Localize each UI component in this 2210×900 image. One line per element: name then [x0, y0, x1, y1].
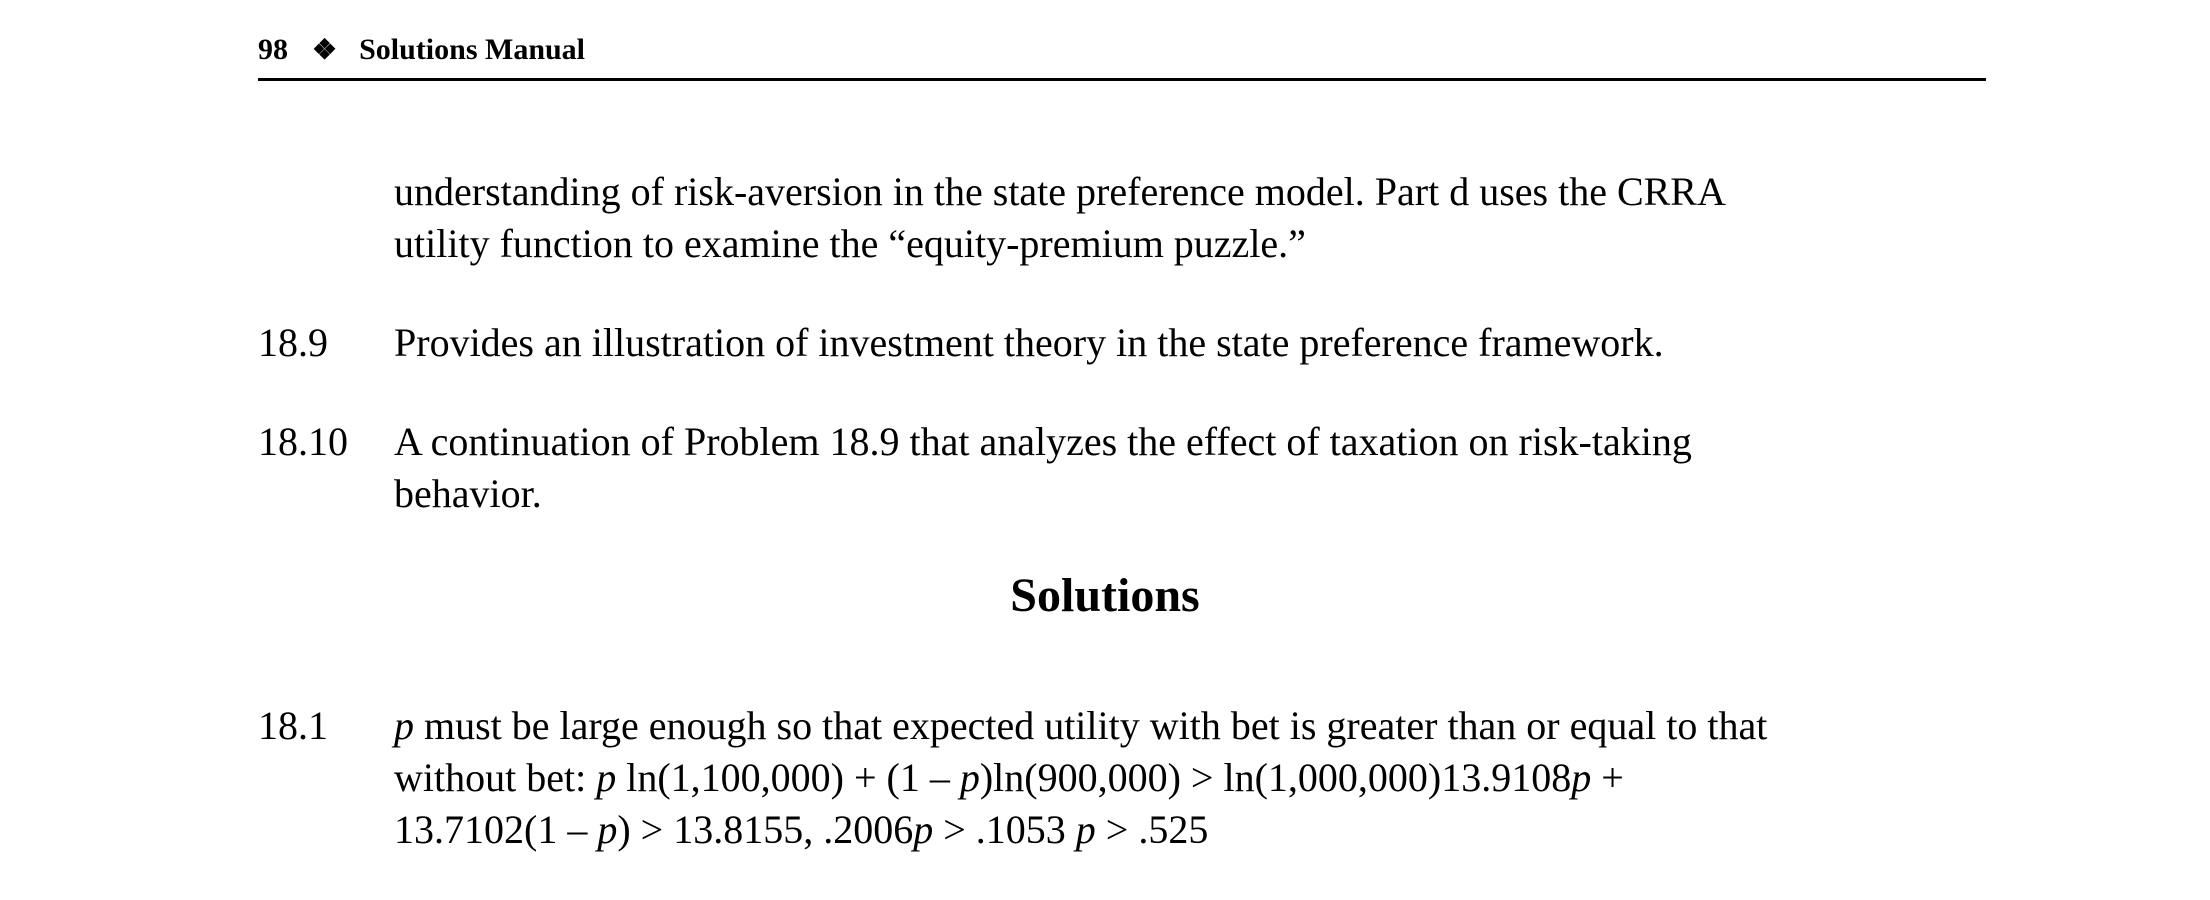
- text-fragment: )ln(900,000) > ln(1,000,000)13.9108: [979, 755, 1572, 800]
- page-number: 98: [258, 33, 288, 66]
- variable-p: p: [597, 807, 618, 852]
- text-line: behavior.: [394, 471, 542, 516]
- running-header: [258, 28, 1986, 81]
- problem-number: 18.10: [258, 419, 348, 464]
- solution-number: 18.1: [258, 703, 328, 748]
- variable-p: p: [394, 703, 414, 748]
- variable-p: p: [1075, 807, 1096, 852]
- text-fragment: ) > 13.8155, .2006: [617, 807, 914, 852]
- text-fragment: must be large enough so that expected utility with bet is greater than or equal to that: [414, 703, 1768, 748]
- diamond-ornament-icon: ❖: [312, 35, 338, 66]
- text-fragment: > .1053: [933, 807, 1076, 852]
- solution-line-3: [394, 804, 1986, 856]
- problem-18-10: [258, 416, 1986, 520]
- text-fragment: > .525: [1095, 807, 1209, 852]
- text-line: understanding of risk-aversion in the state preference model. Part d uses the CRRA: [394, 169, 1726, 214]
- text-line: Provides an illustration of investment theory in the state preference framework.: [394, 320, 1664, 365]
- text-line: utility function to examine the “equity-premium puzzle.”: [394, 221, 1306, 266]
- header-title: Solutions Manual: [359, 33, 586, 66]
- solution-18-1: [258, 700, 1986, 856]
- solution-line-2: [394, 752, 1986, 804]
- text-fragment: ln(1,100,000) + (1 –: [616, 755, 960, 800]
- text-line: A continuation of Problem 18.9 that analyzes the effect of taxation on risk-taking: [394, 419, 1692, 464]
- text-fragment: 13.7102(1 –: [394, 807, 598, 852]
- variable-p: p: [596, 755, 617, 800]
- problem-number: 18.9: [258, 320, 328, 365]
- problem-18-9: [258, 317, 1986, 369]
- variable-p: p: [913, 807, 934, 852]
- solutions-heading: Solutions: [1010, 569, 1200, 622]
- solution-line-1: [394, 700, 1986, 752]
- continued-paragraph: [258, 166, 1986, 270]
- text-fragment: +: [1591, 755, 1624, 800]
- variable-p: p: [959, 755, 980, 800]
- text-fragment: without bet:: [394, 755, 597, 800]
- variable-p: p: [1571, 755, 1592, 800]
